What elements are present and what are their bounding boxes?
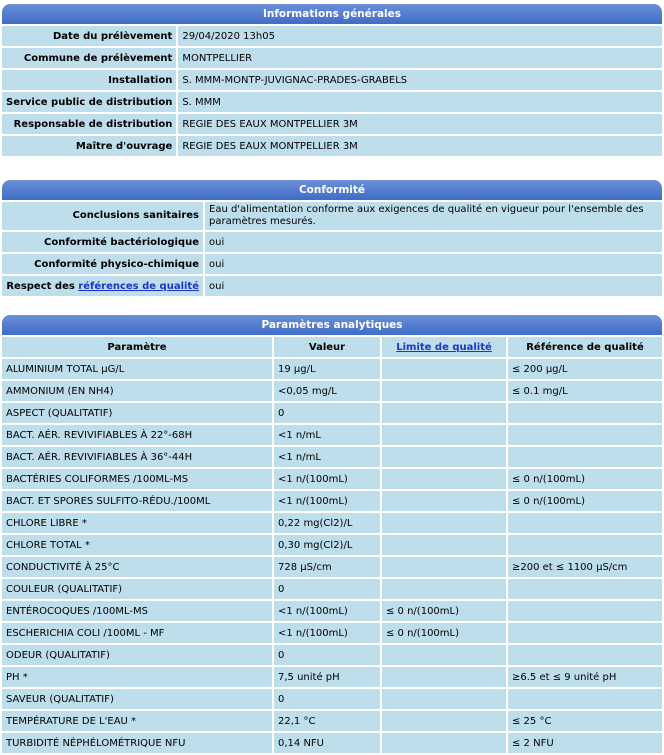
- param-name: ENTÉROCOQUES /100ML-MS: [2, 601, 272, 621]
- conformite-panel: [2, 180, 662, 298]
- param-name: CHLORE LIBRE *: [2, 513, 272, 533]
- param-limit: [380, 469, 506, 489]
- info-label: Maître d'ouvrage: [2, 136, 176, 156]
- respect-label: [2, 276, 203, 296]
- param-value: 0: [272, 645, 380, 665]
- info-value: 29/04/2020 13h05: [176, 26, 662, 46]
- info-value: REGIE DES EAUX MONTPELLIER 3M: [176, 114, 662, 134]
- param-name: BACT. ET SPORES SULFITO-RÉDU./100ML: [2, 491, 272, 511]
- param-limit: [380, 557, 506, 577]
- param-reference: ≤ 0.1 mg/L: [506, 381, 662, 401]
- param-value: <1 n/(100mL): [272, 623, 380, 643]
- table-row: [2, 557, 662, 577]
- info-label: Service public de distribution: [2, 92, 176, 112]
- info-label: Date du prélèvement: [2, 26, 176, 46]
- param-name: BACT. AÉR. REVIVIFIABLES À 36°-44H: [2, 447, 272, 467]
- table-row: [2, 579, 662, 599]
- physico-label: Conformité physico-chimique: [2, 254, 203, 274]
- param-name: BACT. AÉR. REVIVIFIABLES À 22°-68H: [2, 425, 272, 445]
- info-row: [2, 48, 662, 68]
- table-row: [2, 359, 662, 379]
- table-row: [2, 447, 662, 467]
- param-limit: [380, 513, 506, 533]
- conformite-title: Conformité: [2, 180, 662, 200]
- param-name: AMMONIUM (EN NH4): [2, 381, 272, 401]
- bacterio-row: [2, 232, 662, 252]
- header-limite: [380, 337, 506, 357]
- respect-prefix: Respect des: [6, 280, 79, 292]
- param-value: 728 µS/cm: [272, 557, 380, 577]
- param-reference: ≤ 200 µg/L: [506, 359, 662, 379]
- table-row: [2, 381, 662, 401]
- header-parametre: Paramètre: [2, 337, 272, 357]
- header-valeur: Valeur: [272, 337, 380, 357]
- info-row: [2, 136, 662, 156]
- param-name: BACTÉRIES COLIFORMES /100ML-MS: [2, 469, 272, 489]
- table-row: [2, 733, 662, 753]
- param-limit: [380, 711, 506, 731]
- param-limit: ≤ 0 n/(100mL): [380, 601, 506, 621]
- respect-value: oui: [203, 276, 662, 296]
- param-limit: [380, 425, 506, 445]
- info-panel: [2, 4, 662, 158]
- info-value: S. MMM-MONTP-JUVIGNAC-PRADES-GRABELS: [176, 70, 662, 90]
- info-label: Installation: [2, 70, 176, 90]
- param-limit: [380, 535, 506, 555]
- param-value: <1 n/(100mL): [272, 601, 380, 621]
- bacterio-label: Conformité bactériologique: [2, 232, 203, 252]
- param-reference: ≤ 0 n/(100mL): [506, 469, 662, 489]
- info-row: [2, 114, 662, 134]
- table-row: [2, 535, 662, 555]
- physico-row: [2, 254, 662, 274]
- param-reference: [506, 513, 662, 533]
- param-name: TEMPÉRATURE DE L'EAU *: [2, 711, 272, 731]
- param-value: 22,1 °C: [272, 711, 380, 731]
- param-reference: ≤ 2 NFU: [506, 733, 662, 753]
- param-reference: ≥6.5 et ≤ 9 unité pH: [506, 667, 662, 687]
- param-limit: [380, 447, 506, 467]
- info-label: Responsable de distribution: [2, 114, 176, 134]
- table-row: [2, 711, 662, 731]
- param-name: SAVEUR (QUALITATIF): [2, 689, 272, 709]
- conclusions-label: Conclusions sanitaires: [2, 202, 203, 230]
- param-value: 0: [272, 403, 380, 423]
- param-limit: [380, 381, 506, 401]
- param-reference: [506, 425, 662, 445]
- param-limit: [380, 579, 506, 599]
- info-row: [2, 26, 662, 46]
- param-value: <1 n/mL: [272, 447, 380, 467]
- param-value: <0,05 mg/L: [272, 381, 380, 401]
- param-name: TURBIDITÉ NÉPHÉLOMÉTRIQUE NFU: [2, 733, 272, 753]
- param-reference: [506, 403, 662, 423]
- param-name: CHLORE TOTAL *: [2, 535, 272, 555]
- param-value: 0: [272, 579, 380, 599]
- limite-qualite-link[interactable]: Limite de qualité: [396, 341, 492, 353]
- param-value: 19 µg/L: [272, 359, 380, 379]
- param-value: 0: [272, 689, 380, 709]
- conformite-table: [2, 200, 662, 298]
- param-value: 0,30 mg(Cl2)/L: [272, 535, 380, 555]
- table-row: [2, 469, 662, 489]
- param-value: <1 n/mL: [272, 425, 380, 445]
- param-name: ESCHERICHIA COLI /100ML - MF: [2, 623, 272, 643]
- param-limit: [380, 733, 506, 753]
- table-row: [2, 403, 662, 423]
- conclusions-row: [2, 202, 662, 230]
- table-row: [2, 491, 662, 511]
- param-value: 0,22 mg(Cl2)/L: [272, 513, 380, 533]
- param-value: <1 n/(100mL): [272, 469, 380, 489]
- conclusions-value: Eau d'alimentation conforme aux exigences de qualité en vigueur pour l'ensemble des paramètres mesurés.: [203, 202, 662, 230]
- param-limit: [380, 359, 506, 379]
- info-title: Informations générales: [2, 4, 662, 24]
- table-row: [2, 513, 662, 533]
- physico-value: oui: [203, 254, 662, 274]
- param-limit: [380, 645, 506, 665]
- table-row: [2, 689, 662, 709]
- param-reference: ≤ 0 n/(100mL): [506, 491, 662, 511]
- header-reference: Référence de qualité: [506, 337, 662, 357]
- info-row: [2, 92, 662, 112]
- param-reference: ≥200 et ≤ 1100 µS/cm: [506, 557, 662, 577]
- info-value: REGIE DES EAUX MONTPELLIER 3M: [176, 136, 662, 156]
- table-row: [2, 425, 662, 445]
- param-limit: [380, 491, 506, 511]
- param-reference: [506, 579, 662, 599]
- param-reference: [506, 645, 662, 665]
- param-reference: [506, 623, 662, 643]
- info-value: MONTPELLIER: [176, 48, 662, 68]
- param-reference: [506, 447, 662, 467]
- param-reference: [506, 535, 662, 555]
- param-name: ODEUR (QUALITATIF): [2, 645, 272, 665]
- table-row: [2, 623, 662, 643]
- table-row: [2, 667, 662, 687]
- param-limit: ≤ 0 n/(100mL): [380, 623, 506, 643]
- param-name: ASPECT (QUALITATIF): [2, 403, 272, 423]
- param-value: 7,5 unité pH: [272, 667, 380, 687]
- params-title: Paramètres analytiques: [2, 315, 662, 335]
- param-reference: [506, 601, 662, 621]
- params-table: [2, 335, 662, 755]
- param-name: COULEUR (QUALITATIF): [2, 579, 272, 599]
- param-reference: [506, 689, 662, 709]
- param-limit: [380, 403, 506, 423]
- param-limit: [380, 689, 506, 709]
- param-name: PH *: [2, 667, 272, 687]
- info-value: S. MMM: [176, 92, 662, 112]
- respect-row: [2, 276, 662, 296]
- param-reference: ≤ 25 °C: [506, 711, 662, 731]
- table-row: [2, 601, 662, 621]
- info-row: [2, 70, 662, 90]
- references-qualite-link[interactable]: références de qualité: [78, 280, 199, 292]
- table-row: [2, 645, 662, 665]
- params-header-row: [2, 337, 662, 357]
- params-panel: [2, 315, 662, 755]
- param-value: 0,14 NFU: [272, 733, 380, 753]
- param-name: ALUMINIUM TOTAL µG/L: [2, 359, 272, 379]
- param-name: CONDUCTIVITÉ À 25°C: [2, 557, 272, 577]
- info-table: [2, 24, 662, 158]
- param-value: <1 n/(100mL): [272, 491, 380, 511]
- bacterio-value: oui: [203, 232, 662, 252]
- info-label: Commune de prélèvement: [2, 48, 176, 68]
- param-limit: [380, 667, 506, 687]
